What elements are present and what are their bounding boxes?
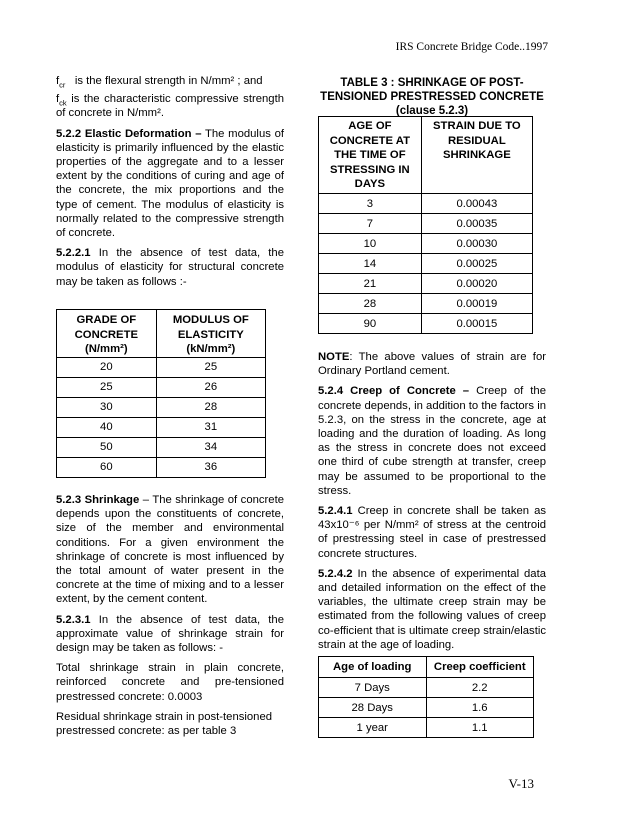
table-row: 7 Days 2.2 xyxy=(319,678,534,698)
residual-shrinkage-text: Residual shrinkage strain in post-tensioned prestressed concrete: as per table 3 xyxy=(56,710,273,738)
strain-header: STRAIN DUE TO RESIDUAL SHRINKAGE xyxy=(421,117,532,194)
section-5-2-2: 5.2.2 Elastic Deformation – The modulus of elasticity is primarily influenced by the elastic properties of the aggregate and to a lesser extent by the conditions of curing and age of the concrete, the mix proportions and the type of cement. The modulus of elasticity is normally related to the compressive strength of concrete. xyxy=(56,127,285,240)
fck-definition: $f_{ck}$ is the characteristic compressive strength of concrete in N/mm². xyxy=(56,93,284,120)
table-row: 20 25 xyxy=(57,357,266,377)
modulus-of-elasticity-table xyxy=(56,309,266,478)
running-header: IRS Concrete Bridge Code..1997 xyxy=(395,41,548,53)
table-row: 10 0.00030 xyxy=(319,234,533,254)
table3-title: TABLE 3 : SHRINKAGE OF POST-TENSIONED PRESTRESSED CONCRETE (clause 5.2.3) xyxy=(320,77,544,117)
section-5-2-4: 5.2.4 Creep of Concrete – Creep of the concrete depends, in addition to the factors in 5.2.3, on the stress in the concrete, age at loading and the duration of loading. As long as the stress in concrete does not exceed one third of cube strength at transfer, creep may be assumed to be proportional to the stress. xyxy=(318,385,546,497)
left-column-lower xyxy=(56,493,284,744)
note: NOTE: The above values of strain are for Ordinary Portland cement. xyxy=(318,351,546,378)
section-5-2-3: 5.2.3 Shrinkage – The shrinkage of concrete depends upon the constituents of concrete, size of the member and environmental conditions. For a given environment the shrinkage of concrete is most influenced by the total amount of water present in the concrete at the time of mixing and to a lesser extent, by the cement content. xyxy=(56,494,284,606)
fcr-definition: $f_{cr}$ is the flexural strength in N/mm² ; and xyxy=(56,75,263,90)
shrinkage-table xyxy=(318,116,533,334)
table-row: 40 31 xyxy=(57,417,266,437)
creep-coefficient-table xyxy=(318,656,534,738)
table-row: 25 26 xyxy=(57,377,266,397)
total-shrinkage-text: Total shrinkage strain in plain concrete, reinforced concrete and pre-tensioned prestressed concrete: 0.0003 xyxy=(56,662,284,703)
section-5-2-3-1: 5.2.3.1 In the absence of test data, the approximate value of shrinkage strain for design may be taken as follows: - xyxy=(56,613,284,655)
table-row: 7 0.00035 xyxy=(319,214,533,234)
table-row: 30 28 xyxy=(57,397,266,417)
page-number: V-13 xyxy=(508,776,534,791)
modulus-header: MODULUS OF ELASTICITY (kN/mm²) xyxy=(156,310,265,358)
table-row: 21 0.00020 xyxy=(319,274,533,294)
section-5-2-2-1: 5.2.2.1 In the absence of test data, the modulus of elasticity for structural concrete may be taken as follows :- xyxy=(56,247,284,288)
table-row: 14 0.00025 xyxy=(319,254,533,274)
creep-coefficient-header: Creep coefficient xyxy=(426,657,534,678)
age-of-loading-header: Age of loading xyxy=(319,657,427,678)
table-row: 90 0.00015 xyxy=(319,314,533,334)
table-row: 50 34 xyxy=(57,437,266,457)
table-row: 3 0.00043 xyxy=(319,194,533,214)
grade-header: GRADE OF CONCRETE (N/mm²) xyxy=(57,310,157,358)
left-column xyxy=(56,74,284,295)
table-row: 60 36 xyxy=(57,457,266,477)
section-5-2-4-2: 5.2.4.2 In the absence of experimental data and detailed information on the effect of the variables, the ultimate creep strain may be estimated from the following values of creep co-efficient that is ultimate creep strain/elastic strain at the age of loading. xyxy=(318,567,546,651)
section-5-2-4-1: 5.2.4.1 Creep in concrete shall be taken as 43x10⁻⁶ per N/mm² of stress at the centroid of prestressing steel in case of prestressed concrete structures. xyxy=(318,505,546,560)
age-header: AGE OF CONCRETE AT THE TIME OF STRESSING IN DAYS xyxy=(319,117,422,194)
table3-title-block xyxy=(318,76,546,118)
table-row: 28 0.00019 xyxy=(319,294,533,314)
table-row: 1 year 1.1 xyxy=(319,718,534,738)
table-row: 28 Days 1.6 xyxy=(319,698,534,718)
right-column-text xyxy=(318,350,546,658)
